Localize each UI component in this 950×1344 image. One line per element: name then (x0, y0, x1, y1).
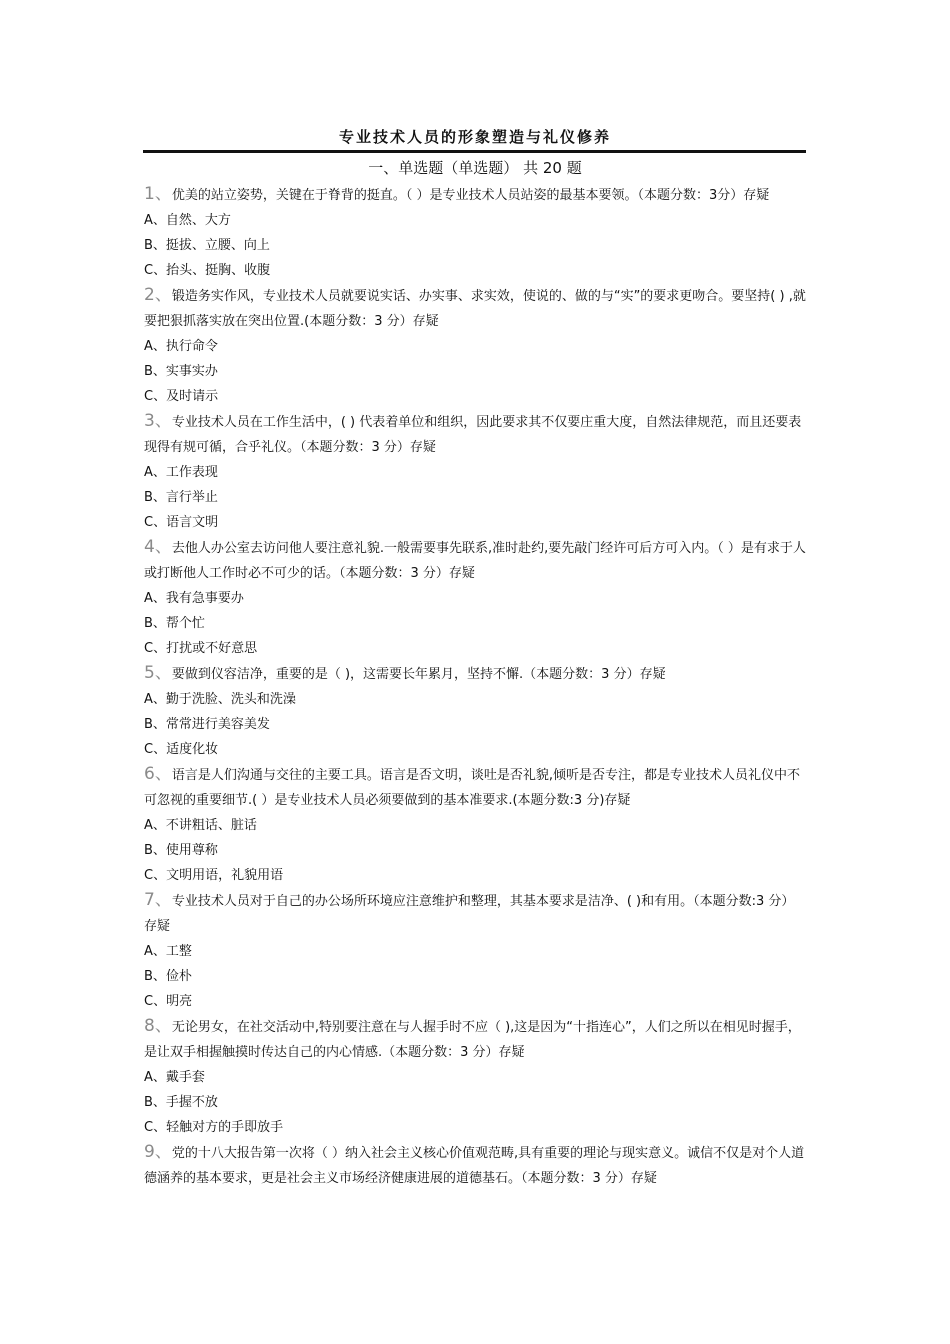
option-b: B、俭朴 (144, 969, 192, 984)
option-b: B、言行举止 (144, 490, 218, 505)
question-text: 要做到仪容洁净，重要的是（ )，这需要长年累月，坚持不懈.（本题分数：3 分）存疑 (171, 667, 666, 682)
question-number: 1、 (144, 184, 172, 204)
option-c: C、语言文明 (144, 515, 219, 530)
title-rule (143, 150, 806, 153)
question-text: 无论男女，在社交活动中,特别要注意在与人握手时不应（ ),这是因为“十指连心”，人们之所以在相见时握手，是让双手相握触摸时传达自己的内心情感.（本题分数：3 分）存疑 (144, 1020, 801, 1060)
option-c: C、抬头、挺胸、收腹 (144, 263, 271, 278)
question-text: 去他人办公室去访问他人要注意礼貌.一般需要事先联系,准时赴约,要先敲门经许可后方可入内。（ ）是有求于人或打断他人工作时必不可少的话。（本题分数：3 分）存疑 (144, 541, 806, 581)
option-a: A、工作表现 (144, 465, 218, 480)
option-c: C、打扰或不好意思 (144, 641, 258, 656)
option-b: B、实事实办 (144, 364, 218, 379)
option-a: A、戴手套 (144, 1070, 205, 1085)
option-b: B、帮个忙 (144, 616, 205, 631)
question-5 (144, 661, 806, 687)
question-4 (144, 535, 806, 586)
question-text: 语言是人们沟通与交往的主要工具。语言是否文明，谈吐是否礼貌,倾听是否专注，都是专业技术人员礼仪中不可忽视的重要细节.( ）是专业技术人员必须要做到的基本准要求.(本题分数:3 分)存疑 (144, 768, 800, 808)
document-title: 专业技术人员的形象塑造与礼仪修养 (338, 128, 611, 146)
option-a: A、勤于洗脸、洗头和洗澡 (144, 692, 296, 707)
question-3 (144, 409, 806, 460)
question-number: 8、 (144, 1016, 172, 1036)
question-number: 6、 (144, 764, 172, 784)
question-text: 优美的站立姿势，关键在于脊背的挺直。（ ）是专业技术人员站姿的最基本要领。（本题分数：3分）存疑 (171, 188, 770, 203)
question-number: 2、 (144, 285, 172, 305)
question-6 (144, 762, 806, 813)
question-number: 7、 (144, 890, 172, 910)
question-2 (144, 283, 806, 334)
option-a: A、执行命令 (144, 339, 218, 354)
option-b: B、使用尊称 (144, 843, 218, 858)
question-number: 5、 (144, 663, 172, 683)
question-7 (144, 888, 806, 939)
option-a: A、工整 (144, 944, 192, 959)
question-number: 9、 (144, 1142, 172, 1162)
question-text: 锻造务实作风，专业技术人员就要说实话、办实事、求实效，使说的、做的与“实”的要求更吻合。要坚持( ) ,就要把狠抓落实放在突出位置.(本题分数：3 分）存疑 (144, 289, 806, 329)
question-list (144, 182, 806, 1191)
option-b: B、挺拔、立腰、向上 (144, 238, 270, 253)
question-1 (144, 182, 806, 208)
question-text: 专业技术人员在工作生活中，( ) 代表着单位和组织，因此要求其不仅要庄重大度，自然法律规范，而且还要表现得有规可循，合乎礼仪。（本题分数：3 分）存疑 (144, 415, 802, 455)
option-c: C、明亮 (144, 994, 193, 1009)
option-c: C、及时请示 (144, 389, 219, 404)
question-8 (144, 1014, 806, 1065)
option-c: C、轻触对方的手即放手 (144, 1120, 284, 1135)
question-text: 党的十八大报告第一次将（ ）纳入社会主义核心价值观范畴,具有重要的理论与现实意义。诚信不仅是对个人道德涵养的基本要求，更是社会主义市场经济健康进展的道德基石。（本题分数：3 分）存疑 (144, 1146, 805, 1186)
option-a: A、我有急事要办 (144, 591, 244, 606)
option-c: C、适度化妆 (144, 742, 219, 757)
question-text: 专业技术人员对于自己的办公场所环境应注意维护和整理，其基本要求是洁净、( )和有用。（本题分数:3 分）存疑 (144, 894, 795, 934)
question-number: 3、 (144, 411, 172, 431)
option-b: B、常常进行美容美发 (144, 717, 270, 732)
question-number: 4、 (144, 537, 172, 557)
option-c: C、文明用语，礼貌用语 (144, 868, 284, 883)
option-b: B、手握不放 (144, 1095, 218, 1110)
option-a: A、不讲粗话、脏话 (144, 818, 257, 833)
option-a: A、自然、大方 (144, 213, 231, 228)
question-9 (144, 1140, 806, 1191)
section-heading: 一、单选题（单选题） 共 20 题 (368, 159, 582, 177)
